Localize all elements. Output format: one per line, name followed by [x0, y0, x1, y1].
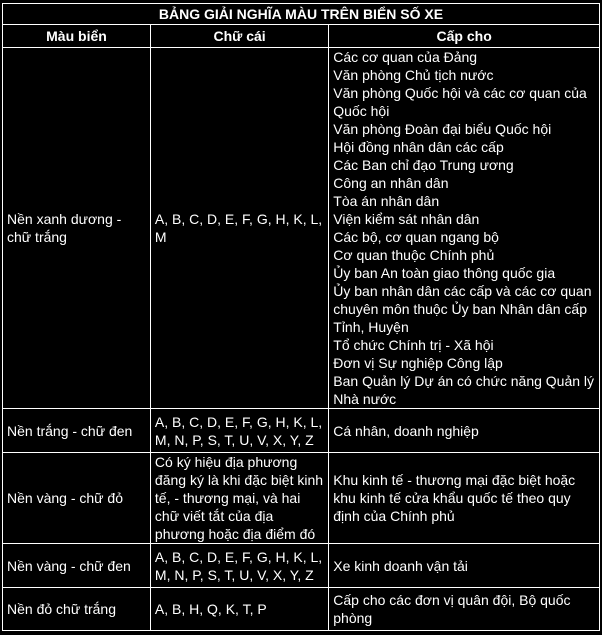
table-row	[3, 588, 600, 631]
issued-to-item: Các Ban chỉ đạo Trung ương	[333, 157, 514, 173]
plate-color-cell: Nền vàng - chữ đen	[3, 544, 151, 588]
issued-to-cell	[329, 409, 600, 453]
table-row	[3, 453, 600, 544]
issued-to-item: Văn phòng Chủ tịch nước	[333, 67, 494, 83]
issued-to-item: Cơ quan thuộc Chính phủ	[333, 247, 495, 263]
issued-to-cell	[329, 48, 600, 409]
issued-to-item: Đơn vị Sự nghiệp Công lập	[333, 355, 503, 371]
table-title-row	[3, 4, 600, 25]
issued-to-item: Văn phòng Đoàn đại biểu Quốc hội	[333, 121, 552, 137]
header-letters: Chữ cái	[150, 25, 328, 48]
issued-to-item: Các cơ quan của Đảng	[333, 49, 478, 65]
table-row	[3, 48, 600, 409]
issued-to-item: Tòa án nhân dân	[333, 193, 440, 209]
plate-color-cell: Nền vàng - chữ đỏ	[3, 453, 151, 544]
issued-to-item: Cấp cho các đơn vị quân đội, Bộ quốc phòng	[333, 592, 571, 626]
issued-to-item: Công an nhân dân	[333, 175, 449, 191]
plate-color-cell: Nền đỏ chữ trắng	[3, 588, 151, 631]
letters-cell: A, B, C, D, E, F, G, H, K, L, M	[150, 48, 328, 409]
issued-to-item: Ủy ban nhân dân các cấp và các cơ quan chuyên môn thuộc Ủy ban Nhân dân cấp Tỉnh, Huyện	[333, 283, 592, 335]
issued-to-item: Khu kinh tế - thương mại đặc biệt hoặc khu kinh tế cửa khẩu quốc tế theo quy định của Chính phủ	[333, 472, 576, 524]
table-row	[3, 409, 600, 453]
issued-to-item: Cá nhân, doanh nghiệp	[333, 422, 479, 439]
issued-to-cell	[329, 544, 600, 588]
issued-to-item: Tổ chức Chính trị - Xã hội	[333, 337, 494, 353]
issued-to-item: Các bộ, cơ quan ngang bộ	[333, 229, 499, 245]
issued-to-item: Hội đồng nhân dân các cấp	[333, 139, 504, 155]
issued-to-item: Ban Quản lý Dự án có chức năng Quản lý Nhà nước	[333, 373, 595, 407]
header-plate-color: Màu biển	[3, 25, 151, 48]
plate-color-cell: Nền trắng - chữ đen	[3, 409, 151, 453]
issued-to-item: Văn phòng Quốc hội và các cơ quan của Quốc hội	[333, 85, 587, 119]
table-title: BẢNG GIẢI NGHĨA MÀU TRÊN BIỂN SỐ XE	[3, 4, 600, 25]
header-issued-to: Cấp cho	[329, 25, 600, 48]
table-row	[3, 544, 600, 588]
issued-to-cell	[329, 453, 600, 544]
letters-cell: Có ký hiệu địa phương đăng ký là khi đặc biệt kinh tế, - thương mại, và hai chữ viết tắt của địa phương hoặc địa điểm đó	[150, 453, 328, 544]
issued-to-cell	[329, 588, 600, 631]
issued-to-item: Ủy ban An toàn giao thông quốc gia	[333, 265, 556, 281]
plate-color-cell: Nền xanh dương - chữ trắng	[3, 48, 151, 409]
letters-cell: A, B, H, Q, K, T, P	[150, 588, 328, 631]
letters-cell: A, B, C, D, E, F, G, H, K, L, M, N, P, S, T, U, V, X, Y, Z	[150, 544, 328, 588]
issued-to-item: Xe kinh doanh vận tải	[333, 557, 468, 574]
table-header-row	[3, 25, 600, 48]
letters-cell: A, B, C, D, E, F, G, H, K, L, M, N, P, S, T, U, V, X, Y, Z	[150, 409, 328, 453]
license-plate-color-table	[2, 3, 600, 631]
issued-to-item: Viện kiểm sát nhân dân	[333, 211, 480, 227]
